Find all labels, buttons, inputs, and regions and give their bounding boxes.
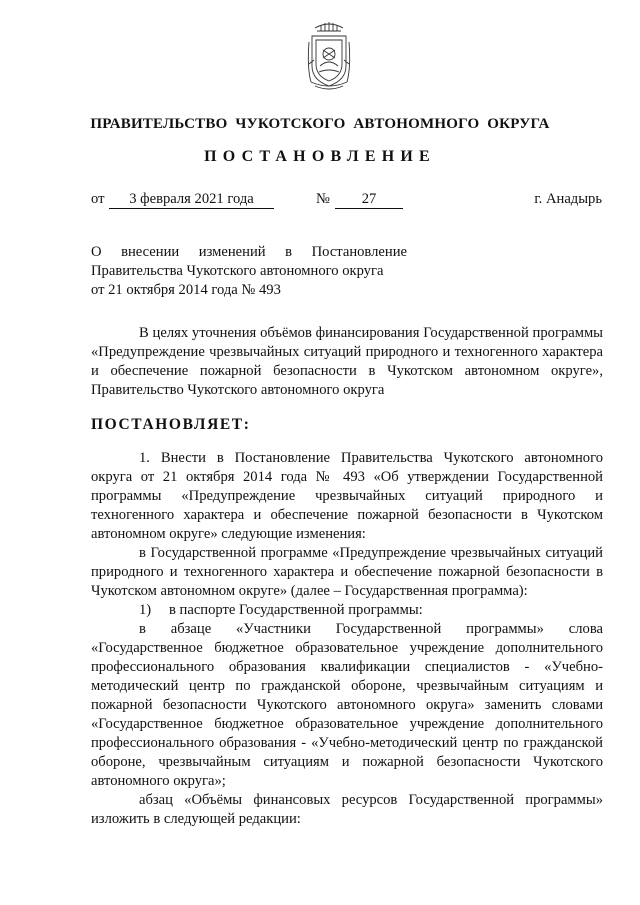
- decree-body: [91, 449, 603, 829]
- city-label: г. Анадырь: [534, 191, 602, 207]
- decree-date: 3 февраля 2021 года: [109, 190, 274, 209]
- body-paragraph: 1. Внести в Постановление Правительства Чукотского автономного округа от 21 октября 2014 года № 493 «Об утверждении Государственной программы «Предупреждение чрезвычайных ситуаций природного и техногенного характера и обеспечение пожарной безопасности в Чукотском автономном округе» следующие изменения:: [91, 450, 603, 542]
- body-paragraph: в Государственной программе «Предупреждение чрезвычайных ситуаций природного и техногенного характера и обеспечение пожарной безопасности в Чукотском автономном округе» (далее – Государственная программа):: [91, 545, 603, 599]
- body-paragraph: в абзаце «Участники Государственной программы» слова «Государственное бюджетное образовательное учреждение дополнительного профессионального образования квалификации специалистов - «Учебно-методический центр по гражданской обороне, чрезвычайным ситуациям и пожарной безопасности Чукотского автономного округа» заменить словами «Государственное бюджетное образовательное учреждение дополнительного профессионального образования - «Учебно-методический центр по гражданской обороне, чрезвычайным ситуациям и пожарной безопасности Чукотского автономного округа»;: [91, 621, 603, 789]
- resolves-heading: ПОСТАНОВЛЯЕТ:: [91, 416, 251, 433]
- number-label: №: [316, 191, 330, 207]
- list-item-number: 1): [139, 602, 152, 618]
- list-item: [91, 601, 603, 620]
- subject-line: Правительства Чукотского автономного округа: [91, 263, 384, 279]
- government-title: ПРАВИТЕЛЬСТВО ЧУКОТСКОГО АВТОНОМНОГО ОКРУГА: [90, 116, 550, 132]
- body-paragraph: абзац «Объёмы финансовых ресурсов Государственной программы» изложить в следующей редакции:: [91, 792, 603, 827]
- decree-number: 27: [335, 190, 403, 209]
- subject-line: О внесении изменений в Постановление: [91, 244, 407, 260]
- subject-line: от 21 октября 2014 года № 493: [91, 282, 281, 298]
- date-prefix-label: от: [91, 191, 105, 207]
- preamble-paragraph: В целях уточнения объёмов финансирования Государственной программы «Предупреждение чрезвычайных ситуаций природного и техногенного характера и обеспечение пожарной безопасности в Чукотском автономном округе», Правительство Чукотского автономного округа: [91, 325, 603, 398]
- preamble-section: [91, 324, 603, 400]
- decree-subject: [91, 243, 407, 300]
- document-type-title: ПОСТАНОВЛЕНИЕ: [204, 148, 436, 165]
- list-item-text: в паспорте Государственной программы:: [169, 602, 423, 618]
- chukotka-coat-of-arms-icon: [305, 20, 353, 106]
